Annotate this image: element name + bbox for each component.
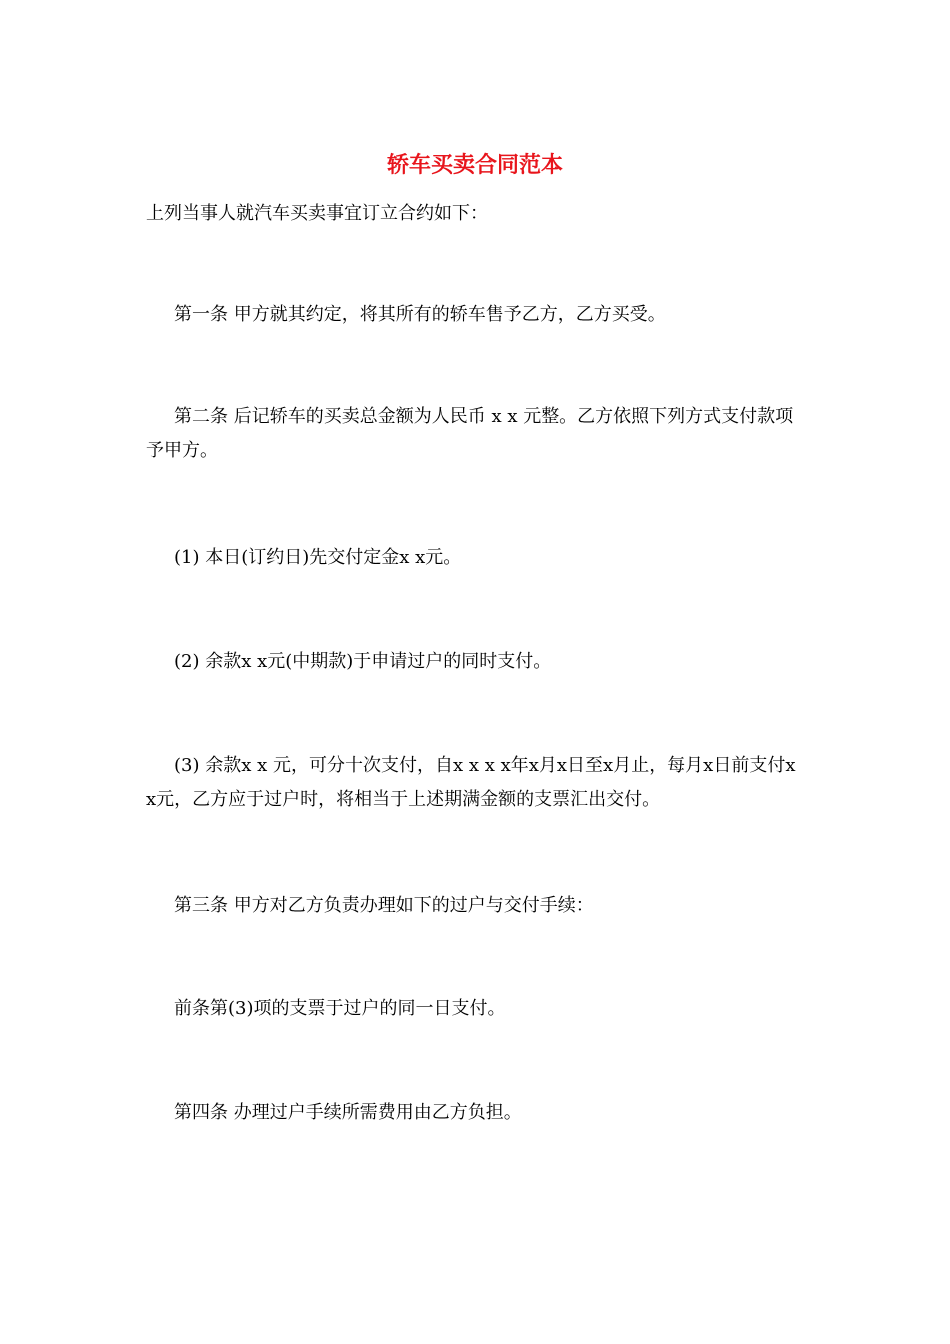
payment-item-2-paragraph: (2) 余款x x元(中期款)于申请过户的同时支付。 <box>174 651 552 672</box>
article-2-paragraph: 第二条 后记轿车的买卖总金额为人民币 x x 元整。乙方依照下列方式支付款项予甲方。 <box>146 406 794 461</box>
payment-item-3-paragraph: (3) 余款x x 元，可分十次支付，自x x x x年x月x日至x月止，每月x日前支付x x元，乙方应于过户时，将相当于上述期满金额的支票汇出交付。 <box>146 755 796 810</box>
article-3-paragraph: 第三条 甲方对乙方负责办理如下的过户与交付手续： <box>174 895 594 916</box>
article-4-paragraph: 第四条 办理过户手续所需费用由乙方负担。 <box>174 1102 522 1123</box>
payment-item-1-paragraph: (1) 本日(订约日)先交付定金x x元。 <box>174 547 462 568</box>
article-1-paragraph: 第一条 甲方就其约定，将其所有的轿车售予乙方，乙方买受。 <box>174 304 666 325</box>
cheque-note-paragraph: 前条第(3)项的支票于过户的同一日支付。 <box>174 998 506 1019</box>
document-title: 轿车买卖合同范本 <box>386 153 563 178</box>
intro-paragraph: 上列当事人就汽车买卖事宜订立合约如下： <box>146 203 488 224</box>
